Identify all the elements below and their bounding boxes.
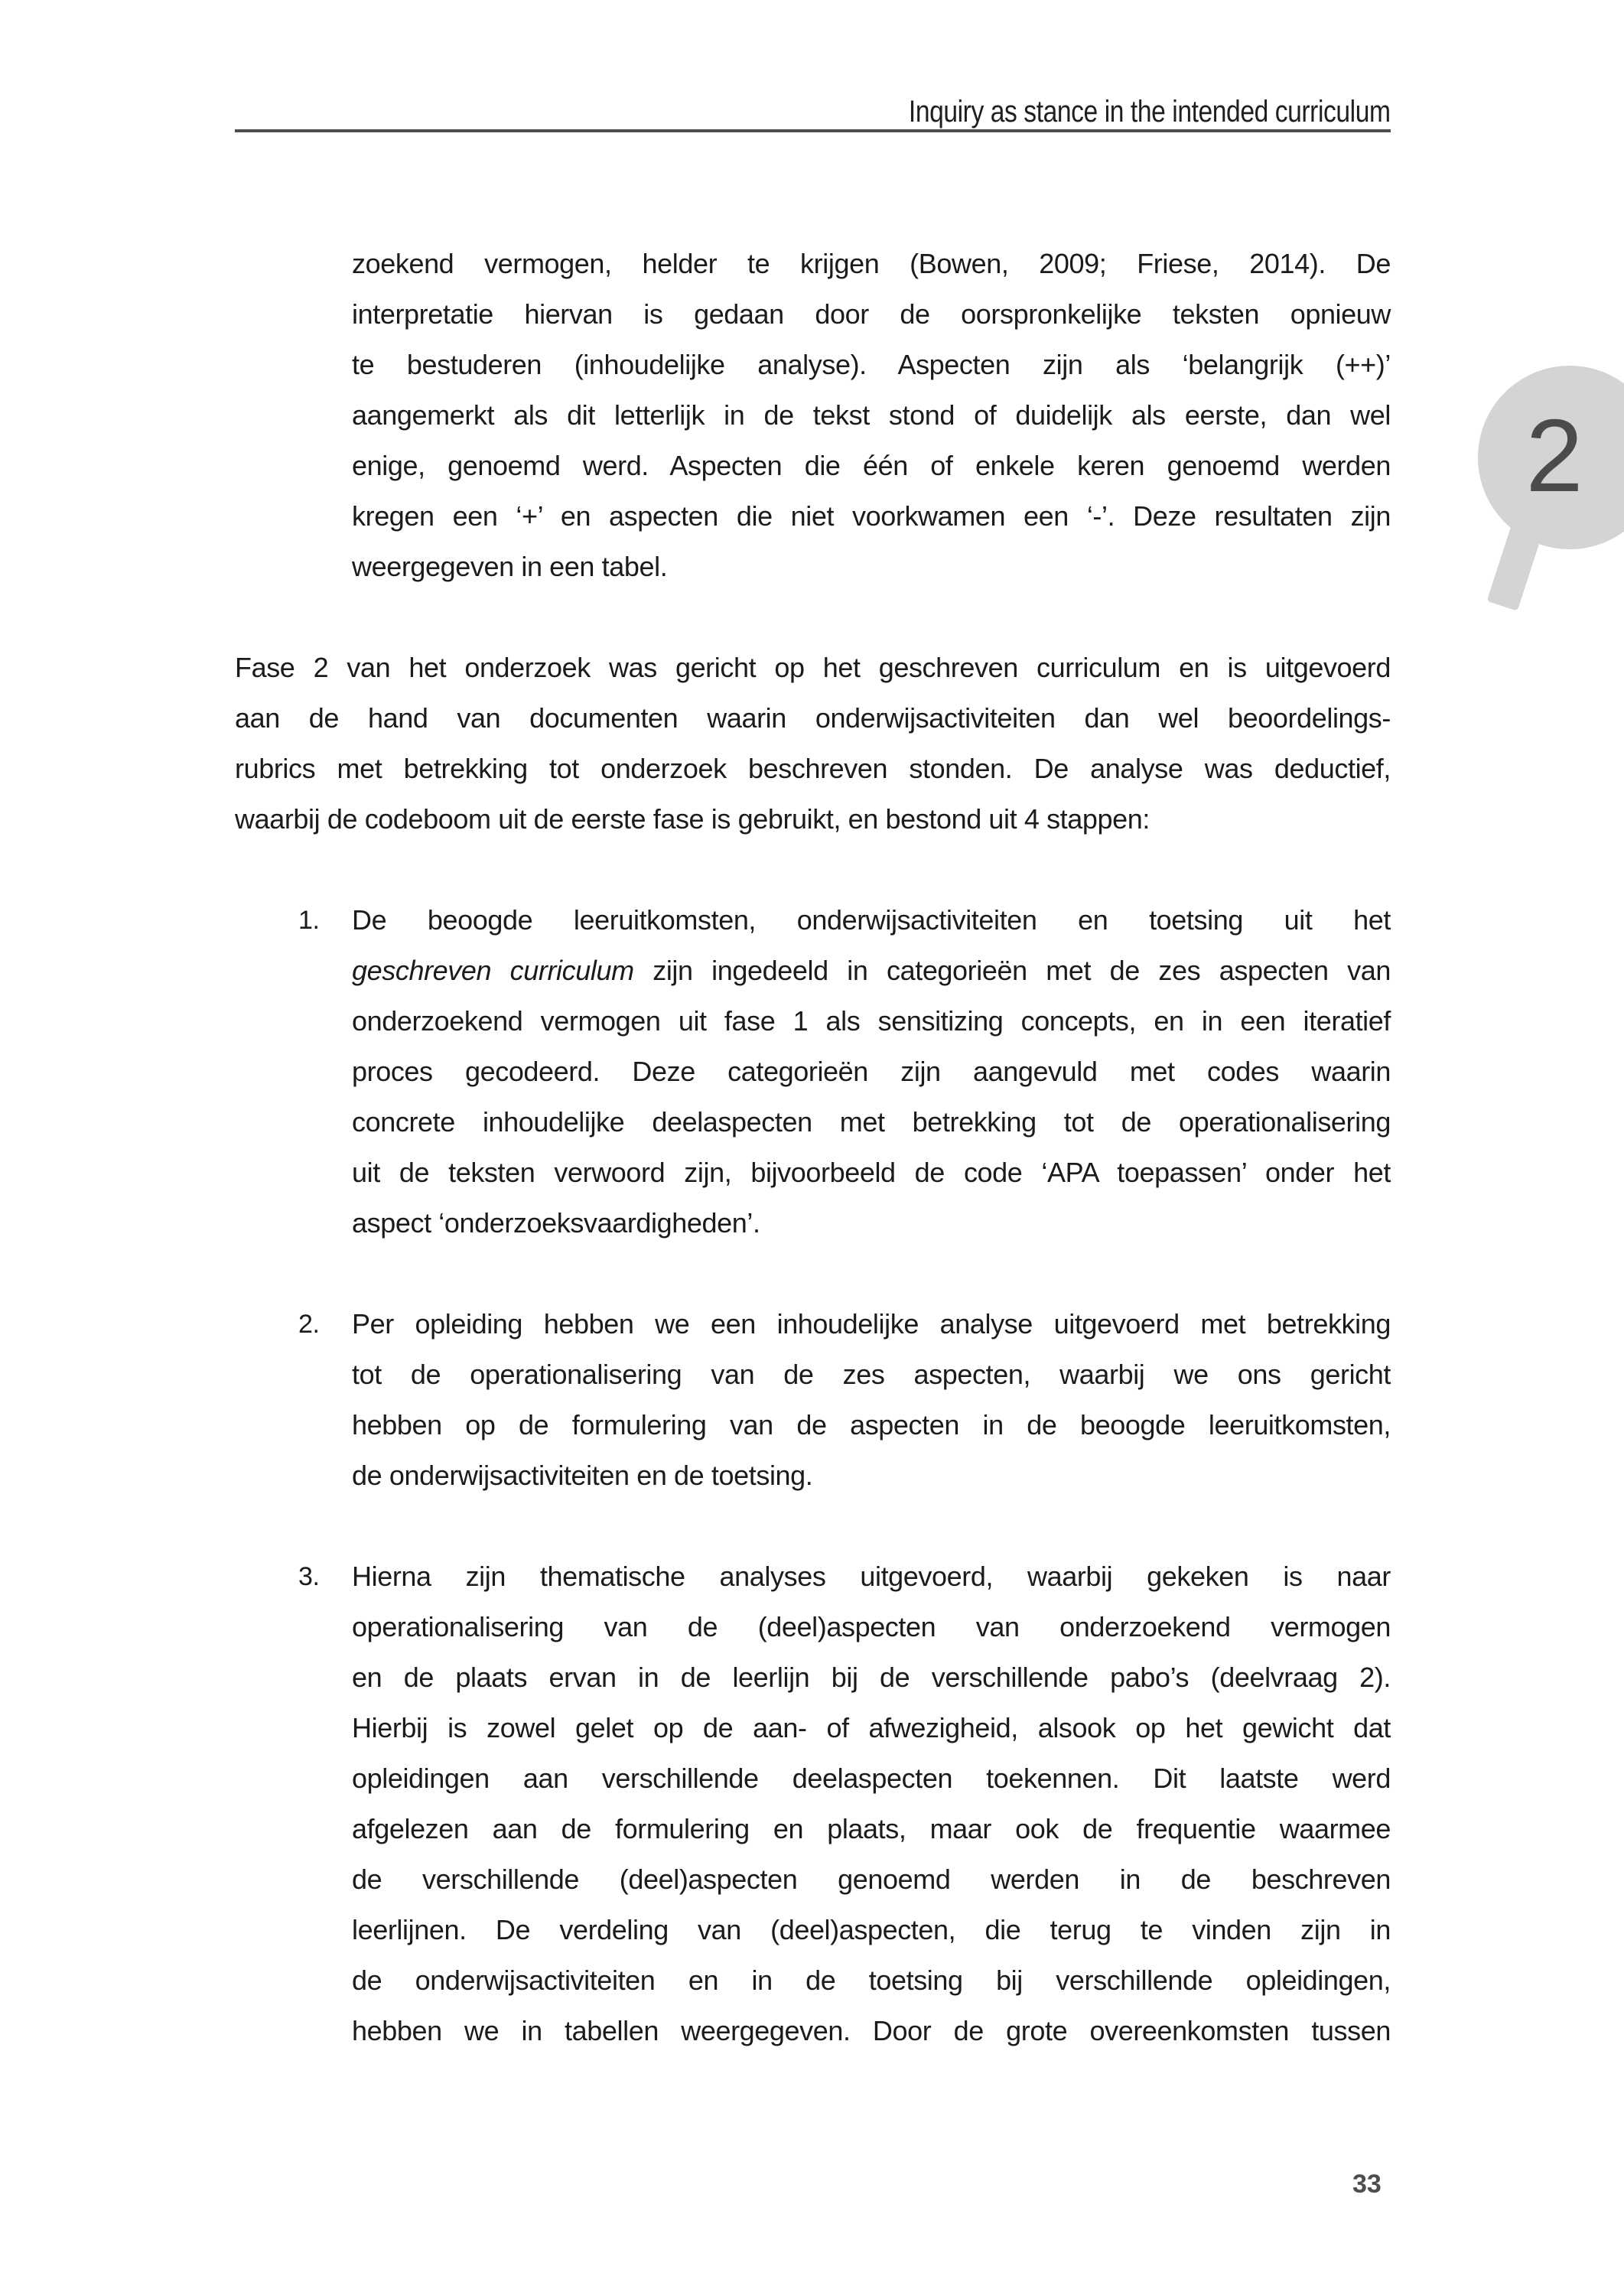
text-line: Fase 2 van het onderzoek was gericht op het geschreven curriculum en is uitgevoerd [235, 652, 1391, 683]
list-item [298, 895, 1391, 1248]
text-line: aangemerkt als dit letterlijk in de tekst stond of duidelijk als eerste, dan wel [352, 399, 1391, 431]
text-line: rubrics met betrekking tot onderzoek beschreven stonden. De analyse was deductief, [235, 753, 1391, 784]
text-line: operationalisering van de (deel)aspecten van onderzoekend vermogen [352, 1611, 1391, 1642]
text-line: interpretatie hiervan is gedaan door de oorspronkelijke teksten opnieuw [352, 298, 1391, 330]
text-line: Hierna zijn thematische analyses uitgevoerd, waarbij gekeken is naar [352, 1561, 1391, 1592]
text-line: kregen een ‘+’ en aspecten die niet voorkwamen een ‘-’. Deze resultaten zijn [352, 500, 1391, 532]
text-line: de onderwijsactiviteiten en in de toetsing bij verschillende opleidingen, [352, 1965, 1391, 1996]
text-line: proces gecodeerd. Deze categorieën zijn aangevuld met codes waarin [352, 1056, 1391, 1087]
text-line: geschreven curriculum zijn ingedeeld in categorieën met de zes aspecten van [352, 955, 1391, 986]
list-item [298, 1551, 1391, 2056]
text-line: zoekend vermogen, helder te krijgen (Bowen, 2009; Friese, 2014). De [352, 248, 1391, 279]
paragraph [352, 239, 1391, 592]
page-number: 33 [1352, 2170, 1382, 2199]
text-line: Hierbij is zowel gelet op de aan- of afwezigheid, alsook op het gewicht dat [352, 1712, 1391, 1743]
text-line: en de plaats ervan in de leerlijn bij de verschillende pabo’s (deelvraag 2). [352, 1662, 1391, 1693]
text-line: tot de operationalisering van de zes aspecten, waarbij we ons gericht [352, 1359, 1391, 1390]
running-header-title: Inquiry as stance in the intended curriculum [909, 95, 1391, 129]
list-item [298, 1299, 1391, 1501]
text-line: hebben we in tabellen weergegeven. Door de grote overeenkomsten tussen [352, 2015, 1391, 2046]
text-line: afgelezen aan de formulering en plaats, maar ook de frequentie waarmee [352, 1813, 1391, 1844]
text-line: te bestuderen (inhoudelijke analyse). Aspecten zijn als ‘belangrijk (++)’ [352, 349, 1391, 380]
list-item-number: 1. [298, 906, 320, 935]
chapter-number: 2 [1525, 398, 1583, 513]
text-line: waarbij de codeboom uit de eerste fase is gebruikt, en bestond uit 4 stappen: [235, 803, 1150, 835]
text-line: opleidingen aan verschillende deelaspecten toekennen. Dit laatste werd [352, 1763, 1391, 1794]
text-line: de onderwijsactiviteiten en de toetsing. [352, 1460, 813, 1491]
text-line: de verschillende (deel)aspecten genoemd werden in de beschreven [352, 1864, 1391, 1895]
list-item-number: 2. [298, 1310, 320, 1339]
text-line: concrete inhoudelijke deelaspecten met betrekking tot de operationalisering [352, 1106, 1391, 1138]
text-line: leerlijnen. De verdeling van (deel)aspecten, die terug te vinden zijn in [352, 1914, 1391, 1945]
header-rule [235, 129, 1391, 132]
paragraph [235, 643, 1391, 845]
text-line: weergegeven in een tabel. [352, 551, 668, 582]
chapter-badge magnifier-circle [1478, 366, 1624, 549]
text-line: hebben op de formulering van de aspecten in de beoogde leeruitkomsten, [352, 1409, 1391, 1440]
text-line: uit de teksten verwoord zijn, bijvoorbeeld de code ‘APA toepassen’ onder het [352, 1157, 1391, 1188]
text-line: aan de hand van documenten waarin onderwijsactiviteiten dan wel beoordelings- [235, 702, 1391, 734]
body-text [235, 239, 1391, 2107]
list-item-number: 3. [298, 1562, 320, 1591]
text-line: onderzoekend vermogen uit fase 1 als sensitizing concepts, en in een iteratief [352, 1005, 1391, 1037]
text-line: enige, genoemd werd. Aspecten die één of enkele keren genoemd werden [352, 450, 1391, 481]
text-line: aspect ‘onderzoeksvaardigheden’. [352, 1207, 760, 1239]
text-line: De beoogde leeruitkomsten, onderwijsactiviteiten en toetsing uit het [352, 904, 1391, 936]
text-line: Per opleiding hebben we een inhoudelijke analyse uitgevoerd met betrekking [352, 1308, 1391, 1340]
